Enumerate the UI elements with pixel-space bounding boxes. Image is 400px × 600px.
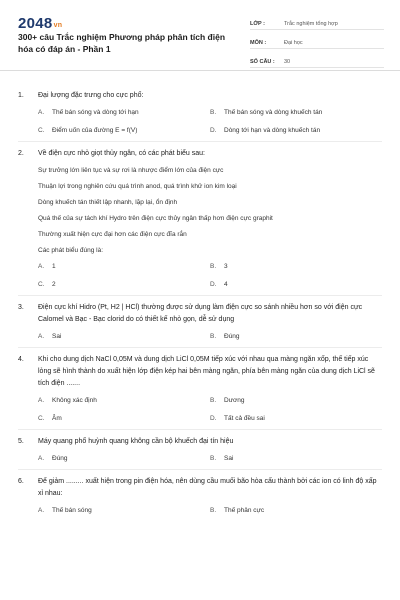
option-letter: D . xyxy=(210,414,224,423)
question-number: 1. xyxy=(18,92,24,99)
option-letter: B . xyxy=(210,262,224,271)
option-text: 4 xyxy=(224,281,228,288)
option-text: 3 xyxy=(224,263,228,270)
option-letter: B . xyxy=(210,332,224,341)
option-text: Dòng tới hạn và dòng khuếch tán xyxy=(224,127,321,134)
question-header xyxy=(18,476,382,500)
option-text: Đúng xyxy=(52,455,68,462)
answer-option-b[interactable] xyxy=(210,396,382,405)
option-text: Thế bán sóng và dòng khuếch tán xyxy=(224,109,323,116)
option-text: Dương xyxy=(224,397,245,404)
answer-option-b[interactable] xyxy=(210,454,382,463)
answer-option-a[interactable] xyxy=(38,108,210,117)
question-number: 5. xyxy=(18,438,24,445)
question-header xyxy=(18,436,382,448)
question-text: Để giảm ......... xuất hiện trong pin điện hóa, nên dùng cầu muối bão hòa cấu thành bởi các ion có linh độ xấp xỉ nhau: xyxy=(38,478,377,497)
question-text: Khi cho dung dịch NaCl 0,05M và dung dịch LiCl 0,05M tiếp xúc với nhau qua màng ngăn xốp, thế tiếp xúc lỏng sẽ hình thành do xuất hiện lớp điện kép hai bên màng ngăn, phía bên màng ngăn của dung dịch LiCl sẽ tích điện ....... xyxy=(38,356,375,387)
question-item xyxy=(18,348,382,430)
logo-suffix: vn xyxy=(53,22,63,29)
question-text: Máy quang phổ huỳnh quang không cần bộ khuếch đại tín hiệu xyxy=(38,438,234,445)
info-label: MÔN : xyxy=(250,40,267,46)
question-list xyxy=(0,78,400,521)
answer-option-a[interactable] xyxy=(38,506,210,515)
option-text: Sai xyxy=(52,333,62,340)
option-letter: B . xyxy=(210,506,224,515)
answer-option-d[interactable] xyxy=(210,414,382,423)
option-letter: D . xyxy=(210,280,224,289)
question-prompt: Các phát biểu đúng là: xyxy=(38,247,104,254)
answer-option-d[interactable] xyxy=(210,126,382,135)
info-label: SỐ CÂU : xyxy=(250,59,275,65)
option-text: Thế phân cực xyxy=(224,507,265,514)
question-number: 6. xyxy=(18,478,24,485)
option-text: 2 xyxy=(52,281,56,288)
question-text: Điện cực khí Hidro (Pt, H2 | HCl) thường được sử dụng làm điện cực so sánh nhiều hơn so với điện cực Calomel và Bạc - Bạc clorid do có thiết kế nhỏ gọn, dễ sử dụng xyxy=(38,304,363,323)
option-letter: A . xyxy=(38,454,52,463)
option-letter: A . xyxy=(38,332,52,341)
option-text: Điểm uốn của đường E = f(V) xyxy=(52,127,138,134)
option-text: 1 xyxy=(52,263,56,270)
answer-option-a[interactable] xyxy=(38,396,210,405)
answer-option-d[interactable] xyxy=(210,280,382,289)
answer-options xyxy=(38,454,382,463)
logo-text: 2048 xyxy=(18,15,53,32)
question-text: Đại lượng đặc trưng cho cực phổ: xyxy=(38,92,144,99)
question-statement: Sự trưởng lớn liên tục và sự rơi là nhược điểm lớn của điện cực xyxy=(38,167,224,174)
option-text: Không xác định xyxy=(52,397,97,404)
answer-option-c[interactable] xyxy=(38,414,210,423)
question-statement: Dòng khuếch tán thiết lập nhanh, lặp lại, ổn định xyxy=(38,199,178,206)
question-item xyxy=(18,296,382,348)
answer-options xyxy=(38,332,382,341)
info-value: Trắc nghiệm tổng hợp xyxy=(284,21,338,27)
option-letter: D . xyxy=(210,126,224,135)
answer-options xyxy=(38,396,382,423)
question-text: Về điện cực nhỏ giọt thủy ngân, có các phát biểu sau: xyxy=(38,150,205,157)
option-text: Âm xyxy=(52,415,62,422)
question-statement: Thường xuất hiện cực đại hơn các điện cực đĩa rắn xyxy=(38,231,187,238)
question-statement: Quá thế của sự tách khí Hydro trên điện cực thủy ngân thấp hơn điện cực graphit xyxy=(38,215,273,222)
question-item xyxy=(18,470,382,521)
question-number: 3. xyxy=(18,304,24,311)
option-letter: A . xyxy=(38,108,52,117)
option-text: Đúng xyxy=(224,333,240,340)
info-value: 30 xyxy=(284,59,291,65)
option-letter: B . xyxy=(210,396,224,405)
option-text: Thế bán sóng và dòng tới hạn xyxy=(52,109,139,116)
info-row-subject xyxy=(250,33,384,49)
question-header xyxy=(18,90,382,102)
answer-option-b[interactable] xyxy=(210,332,382,341)
option-letter: B . xyxy=(210,108,224,117)
answer-option-c[interactable] xyxy=(38,280,210,289)
info-row-class xyxy=(250,14,384,30)
answer-option-a[interactable] xyxy=(38,262,210,271)
option-letter: C . xyxy=(38,280,52,289)
info-panel xyxy=(250,14,384,71)
question-number: 2. xyxy=(18,150,24,157)
option-letter: A . xyxy=(38,396,52,405)
question-header xyxy=(18,148,382,160)
answer-options xyxy=(38,262,382,289)
answer-option-b[interactable] xyxy=(210,506,382,515)
answer-options xyxy=(38,108,382,135)
header-divider xyxy=(0,70,400,71)
answer-option-b[interactable] xyxy=(210,108,382,117)
option-letter: C . xyxy=(38,126,52,135)
option-letter: A . xyxy=(38,506,52,515)
page-header xyxy=(0,0,400,78)
site-logo[interactable] xyxy=(18,15,62,32)
option-letter: A . xyxy=(38,262,52,271)
answer-options xyxy=(38,506,382,515)
answer-option-a[interactable] xyxy=(38,454,210,463)
option-text: Sai xyxy=(224,455,234,462)
document-title: 300+ câu Trắc nghiệm Phương pháp phân tích điện hóa có đáp án - Phần 1 xyxy=(18,32,226,54)
question-item xyxy=(18,84,382,142)
question-number: 4. xyxy=(18,356,24,363)
answer-option-a[interactable] xyxy=(38,332,210,341)
question-item xyxy=(18,430,382,470)
question-statement: Thuận lợi trong nghiên cứu quá trình anod, quá trình khử ion kim loại xyxy=(38,183,237,190)
question-header xyxy=(18,302,382,326)
option-letter: C . xyxy=(38,414,52,423)
info-row-count xyxy=(250,52,384,68)
question-item xyxy=(18,142,382,296)
answer-option-b[interactable] xyxy=(210,262,382,271)
info-value: Đại học xyxy=(284,40,303,46)
question-header xyxy=(18,354,382,390)
option-text: Thế bán sóng xyxy=(52,507,92,514)
option-letter: B . xyxy=(210,454,224,463)
answer-option-c[interactable] xyxy=(38,126,210,135)
info-label: LỚP : xyxy=(250,21,265,27)
option-text: Tất cả đều sai xyxy=(224,415,265,422)
